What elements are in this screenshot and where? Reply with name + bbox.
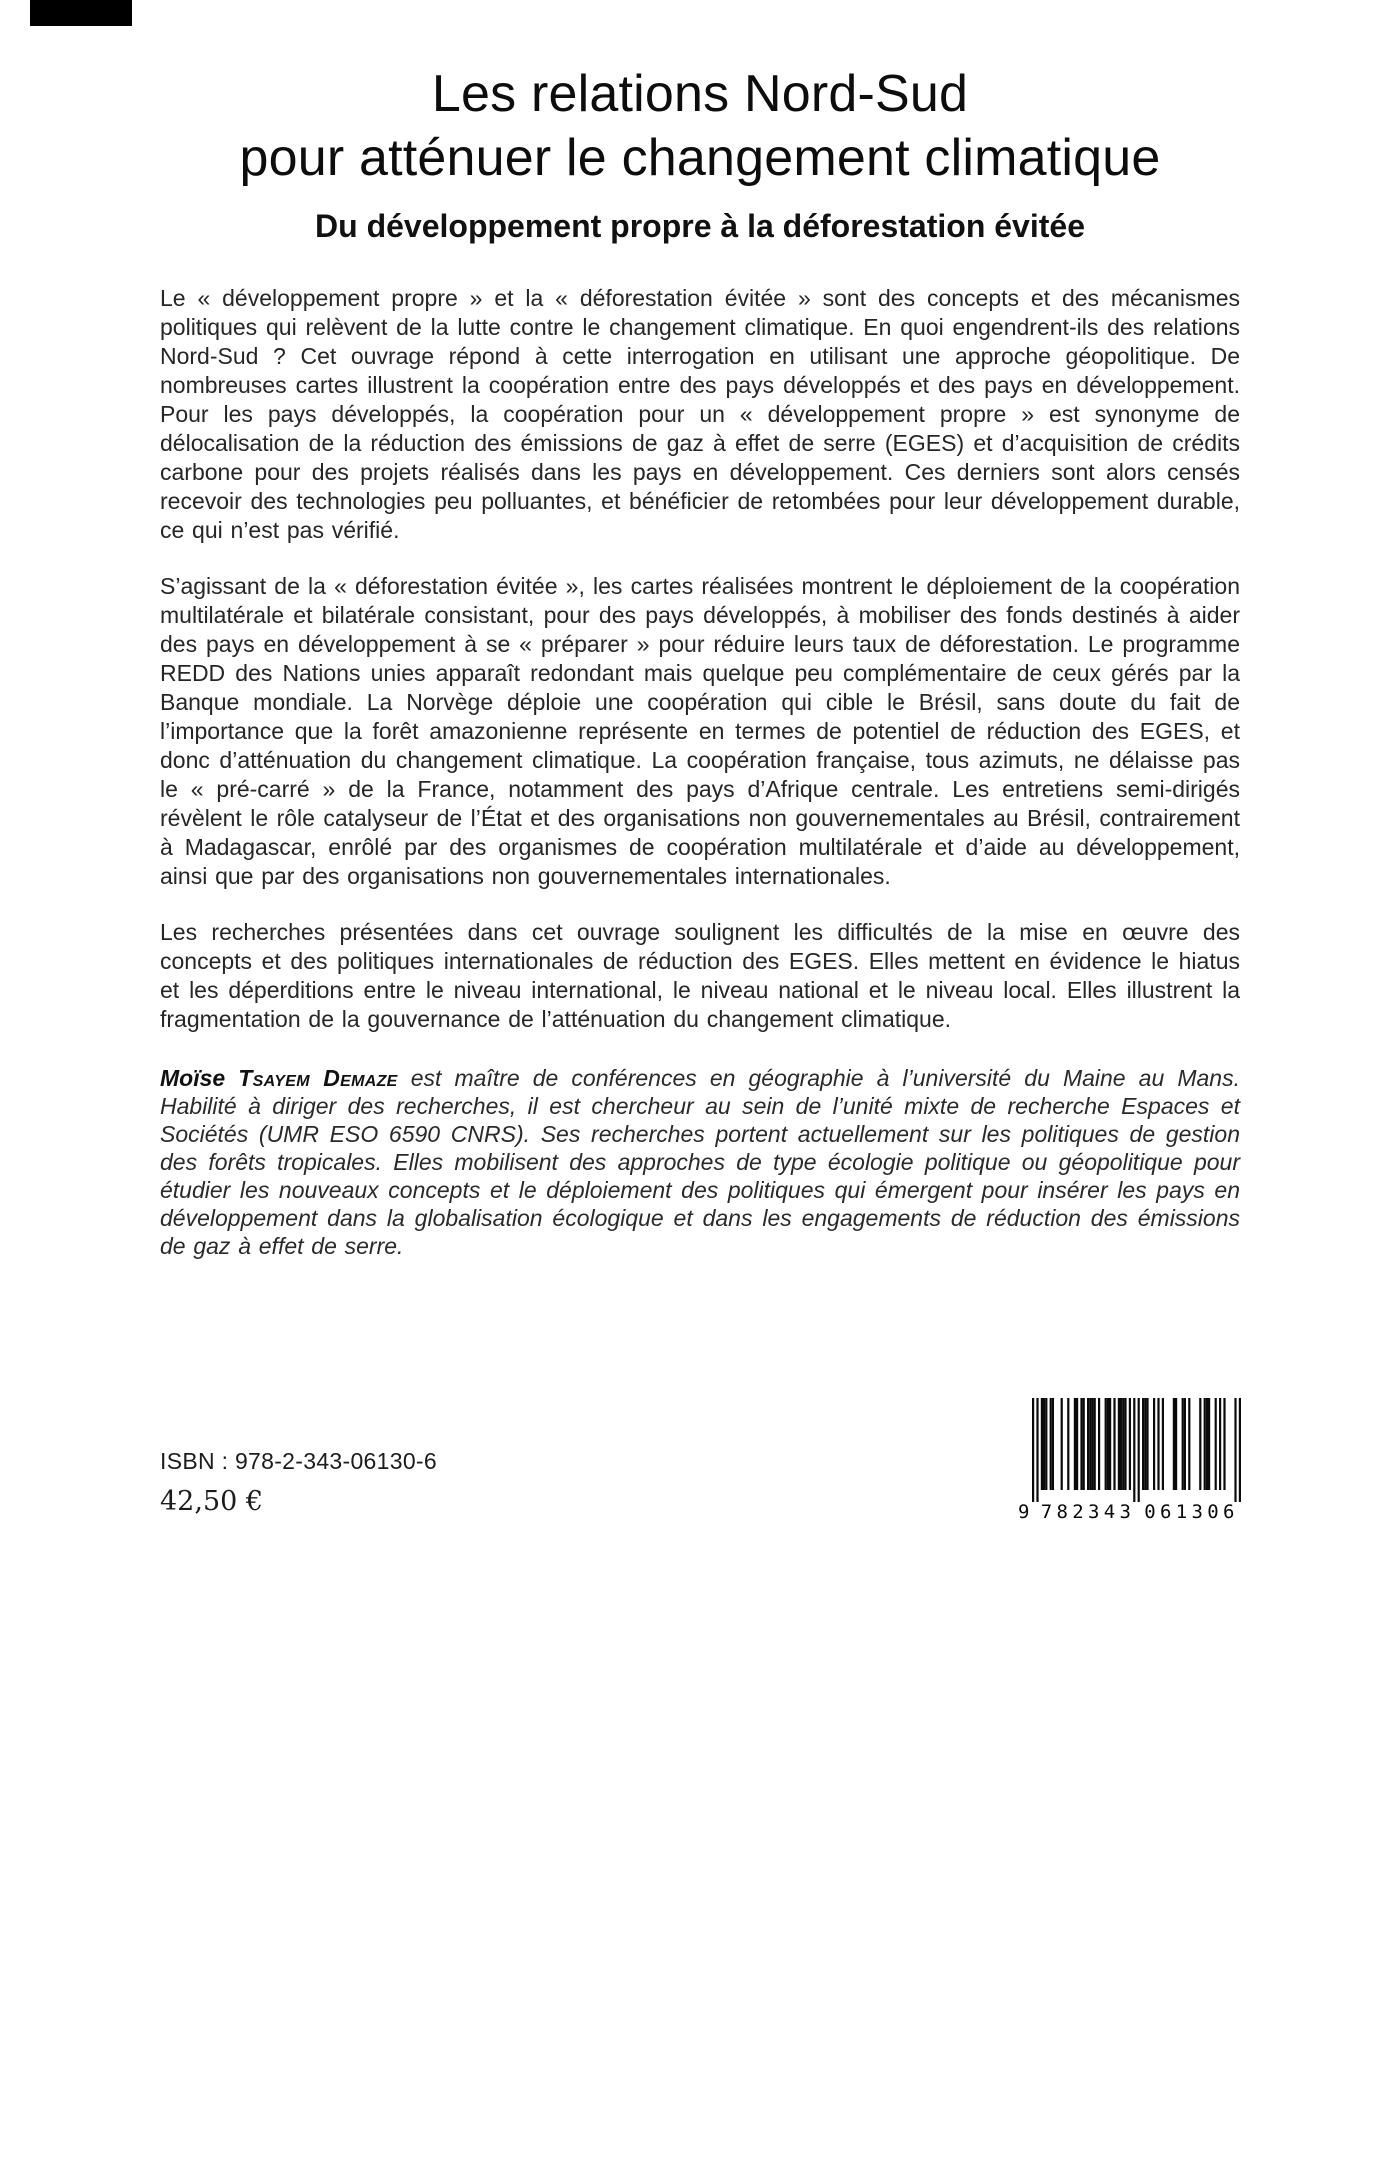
author-last-name: Tsayem Demaze: [238, 1065, 398, 1091]
book-title-line-2: pour atténuer le changement climatique: [239, 129, 1161, 187]
corner-mark: [30, 0, 132, 26]
synopsis-paragraph-3: Les recherches présentées dans cet ouvrage soulignent les difficultés de la mise en œuvre des concepts et des politiques internationales de réduction des EGES. Elles mettent en évidence le hiatus et les déperditions entre le niveau international, le niveau national et le niveau local. Elles illustrent la fragmentation de la gouvernance de l’atténuation du changement climatique.: [160, 919, 1240, 1032]
author-bio: [160, 1064, 1240, 1260]
author-bio-text: est maître de conférences en géographie à l’université du Maine au Mans. Habilité à diriger des recherches, il est chercheur au sein de l’unité mixte de recherche Espaces et Sociétés (UMR ESO 6590 CNRS). Ses recherches portent actuellement sur les politiques de gestion des forêts tropicales. Elles mobilisent des approches de type écologie politique ou géopolitique pour étudier les nouveaux concepts et le déploiement des politiques qui émergent pour insérer les pays en développement dans la globalisation écologique et dans les engagements de réduction des émissions de gaz à effet de serre.: [160, 1065, 1240, 1259]
svg-text:782343: 782343: [1040, 1501, 1131, 1523]
isbn-text: ISBN : 978-2-343-06130-6: [160, 1448, 437, 1474]
synopsis-block: [160, 284, 1240, 1260]
book-subtitle: Du développement propre à la déforestation évitée: [315, 208, 1085, 244]
svg-text:061306: 061306: [1144, 1501, 1235, 1523]
book-title-line-1: Les relations Nord-Sud: [431, 65, 969, 123]
barcode-bars: [1018, 1392, 1258, 1524]
synopsis-paragraph-2: S’agissant de la « déforestation évitée », les cartes réalisées montrent le déploiement de la coopération multilatérale et bilatérale consistant, pour des pays développés, à mobiliser des fonds destinés à aider des pays en développement à se « préparer » pour réduire leurs taux de déforestation. Le programme REDD des Nations unies apparaît redondant mais quelque peu complémentaire de ceux gérés par la Banque mondiale. La Norvège déploie une coopération qui cible le Brésil, sans doute du fait de l’importance que la forêt amazonienne représente en termes de potentiel de réduction des EGES, et donc d’atténuation du changement climatique. La coopération française, tous azimuts, ne délaisse pas le « pré-carré » de la France, notamment des pays d’Afrique centrale. Les entretiens semi-dirigés révèlent le rôle catalyseur de l’État et des organisations non gouvernementales au Brésil, contrairement à Madagascar, enrôlé par des organismes de coopération multilatérale et d’aide au développement, ainsi que par des organisations non gouvernementales internationales.: [160, 573, 1240, 889]
author-first-name: Moïse: [160, 1065, 226, 1091]
price-text: 42,50 €: [160, 1486, 264, 1517]
svg-text:9: 9: [1018, 1501, 1030, 1523]
ean13-barcode: [1018, 1392, 1258, 1524]
title-block: [0, 0, 1400, 246]
synopsis-paragraph-1: Le « développement propre » et la « déforestation évitée » sont des concepts et des mécanismes politiques qui relèvent de la lutte contre le changement climatique. En quoi engendrent-ils des relations Nord-Sud ? Cet ouvrage répond à cette interrogation en utilisant une approche géopolitique. De nombreuses cartes illustrent la coopération entre des pays développés et des pays en développement. Pour les pays développés, la coopération pour un « développement propre » est synonyme de délocalisation de la réduction des émissions de gaz à effet de serre (EGES) et d’acquisition de crédits carbone pour des projets réalisés dans les pays en développement. Ces derniers sont alors censés recevoir des technologies peu polluantes, et bénéficier de retombées pour leur développement durable, ce qui n’est pas vérifié.: [160, 285, 1240, 543]
